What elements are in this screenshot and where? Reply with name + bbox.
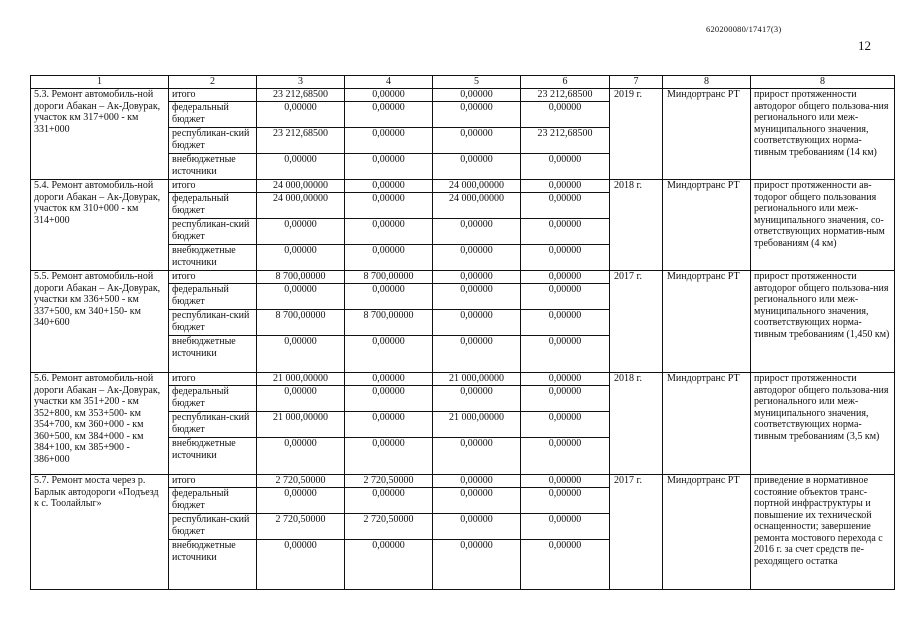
- funding-source: республикан-ский бюджет: [169, 514, 257, 540]
- value-cell: 0,00000: [257, 540, 345, 590]
- value-cell: 0,00000: [521, 412, 610, 438]
- executor-cell: Миндортранс РТ: [663, 89, 751, 180]
- executor-cell: Миндортранс РТ: [663, 373, 751, 475]
- funding-source: внебюджетные источники: [169, 245, 257, 271]
- header-cell: 1: [31, 76, 169, 89]
- value-cell: 0,00000: [345, 373, 433, 386]
- value-cell: 0,00000: [345, 180, 433, 193]
- value-cell: 0,00000: [521, 373, 610, 386]
- value-cell: 21 000,00000: [257, 412, 345, 438]
- value-cell: 0,00000: [345, 89, 433, 102]
- header-cell: 8: [751, 76, 895, 89]
- value-cell: 0,00000: [433, 102, 521, 128]
- value-cell: 23 212,68500: [521, 128, 610, 154]
- value-cell: 0,00000: [433, 438, 521, 475]
- year-cell: 2018 г.: [610, 180, 663, 271]
- executor-cell: Миндортранс РТ: [663, 475, 751, 590]
- value-cell: 0,00000: [257, 245, 345, 271]
- value-cell: 0,00000: [521, 193, 610, 219]
- value-cell: 2 720,50000: [257, 514, 345, 540]
- value-cell: 0,00000: [433, 89, 521, 102]
- funding-source: итого: [169, 89, 257, 102]
- result-cell: прирост протяженности автодорог общего пользова-ния регионального или меж-муниципального значения, соответствующих норма-тивным требованиям (3,5 км): [751, 373, 895, 475]
- value-cell: 23 212,68500: [521, 89, 610, 102]
- value-cell: 0,00000: [521, 438, 610, 475]
- year-cell: 2018 г.: [610, 373, 663, 475]
- value-cell: 0,00000: [257, 386, 345, 412]
- value-cell: 0,00000: [521, 271, 610, 284]
- value-cell: 0,00000: [521, 488, 610, 514]
- funding-source: внебюджетные источники: [169, 540, 257, 590]
- value-cell: 0,00000: [345, 336, 433, 373]
- value-cell: 0,00000: [345, 128, 433, 154]
- value-cell: 8 700,00000: [345, 271, 433, 284]
- value-cell: 0,00000: [433, 336, 521, 373]
- result-cell: прирост протяженности автодорог общего пользова-ния регионального или меж-муниципального значения, соответствующих норма-тивным требованиям (14 км): [751, 89, 895, 180]
- result-cell: прирост протяженности ав-тодорог общего пользования регионального или меж-муниципального значения, со-ответствующих норматив-ным требованиям (4 км): [751, 180, 895, 271]
- year-cell: 2019 г.: [610, 89, 663, 180]
- value-cell: 8 700,00000: [257, 271, 345, 284]
- funding-source: республикан-ский бюджет: [169, 412, 257, 438]
- value-cell: 0,00000: [345, 245, 433, 271]
- header-cell: 5: [433, 76, 521, 89]
- header-cell: 7: [610, 76, 663, 89]
- value-cell: 0,00000: [433, 154, 521, 180]
- value-cell: 21 000,00000: [433, 412, 521, 438]
- funding-source: внебюджетные источники: [169, 336, 257, 373]
- year-cell: 2017 г.: [610, 271, 663, 373]
- table-row: [31, 373, 895, 386]
- measure-name: 5.4. Ремонт автомобиль-ной дороги Абакан – Ак-Довурак, участок км 310+000 - км 314+000: [31, 180, 169, 271]
- value-cell: 0,00000: [345, 540, 433, 590]
- value-cell: 0,00000: [433, 540, 521, 590]
- table-row: [31, 271, 895, 284]
- funding-source: внебюджетные источники: [169, 438, 257, 475]
- header-cell: 6: [521, 76, 610, 89]
- header-cell: 4: [345, 76, 433, 89]
- value-cell: 0,00000: [433, 475, 521, 488]
- value-cell: 0,00000: [521, 310, 610, 336]
- value-cell: 0,00000: [521, 102, 610, 128]
- result-cell: прирост протяженности автодорог общего пользова-ния регионального или меж-муниципального значения, соответствующих норма-тивным требованиям (1,450 км): [751, 271, 895, 373]
- value-cell: 0,00000: [433, 245, 521, 271]
- value-cell: 0,00000: [345, 386, 433, 412]
- value-cell: 0,00000: [521, 154, 610, 180]
- value-cell: 2 720,50000: [257, 475, 345, 488]
- value-cell: 0,00000: [257, 219, 345, 245]
- value-cell: 0,00000: [345, 438, 433, 475]
- value-cell: 21 000,00000: [433, 373, 521, 386]
- funding-source: федеральный бюджет: [169, 193, 257, 219]
- value-cell: 8 700,00000: [345, 310, 433, 336]
- value-cell: 0,00000: [345, 193, 433, 219]
- value-cell: 0,00000: [433, 310, 521, 336]
- value-cell: 23 212,68500: [257, 89, 345, 102]
- value-cell: 23 212,68500: [257, 128, 345, 154]
- value-cell: 0,00000: [433, 284, 521, 310]
- funding-source: республикан-ский бюджет: [169, 128, 257, 154]
- value-cell: 0,00000: [521, 540, 610, 590]
- executor-cell: Миндортранс РТ: [663, 180, 751, 271]
- value-cell: 2 720,50000: [345, 475, 433, 488]
- table-body: [31, 76, 895, 590]
- table-row: [31, 89, 895, 102]
- value-cell: 0,00000: [521, 336, 610, 373]
- value-cell: 0,00000: [257, 284, 345, 310]
- value-cell: 24 000,00000: [433, 180, 521, 193]
- year-cell: 2017 г.: [610, 475, 663, 590]
- header-row: [31, 76, 895, 89]
- funding-source: итого: [169, 373, 257, 386]
- header-cell: 3: [257, 76, 345, 89]
- value-cell: 0,00000: [345, 102, 433, 128]
- funding-source: республикан-ский бюджет: [169, 310, 257, 336]
- executor-cell: Миндортранс РТ: [663, 271, 751, 373]
- value-cell: 24 000,00000: [257, 180, 345, 193]
- value-cell: 0,00000: [521, 475, 610, 488]
- funding-source: федеральный бюджет: [169, 386, 257, 412]
- header-cell: 2: [169, 76, 257, 89]
- value-cell: 0,00000: [521, 219, 610, 245]
- header-cell: 8: [663, 76, 751, 89]
- table-row: [31, 475, 895, 488]
- value-cell: 0,00000: [257, 438, 345, 475]
- page-number: 12: [858, 38, 871, 53]
- value-cell: 0,00000: [345, 284, 433, 310]
- value-cell: 0,00000: [257, 336, 345, 373]
- measure-name: 5.6. Ремонт автомобиль-ной дороги Абакан – Ак-Довурак, участки км 351+200 - км 352+800, км 353+500- км 354+700, км 360+000 - км 360+500, км 384+000 - км 384+100, км 385+900 - 386+000: [31, 373, 169, 475]
- value-cell: 2 720,50000: [345, 514, 433, 540]
- value-cell: 0,00000: [345, 219, 433, 245]
- value-cell: 0,00000: [345, 412, 433, 438]
- funding-source: федеральный бюджет: [169, 488, 257, 514]
- value-cell: 0,00000: [521, 180, 610, 193]
- funding-source: итого: [169, 475, 257, 488]
- value-cell: 24 000,00000: [257, 193, 345, 219]
- measure-name: 5.3. Ремонт автомобиль-ной дороги Абакан – Ак-Довурак, участок км 317+000 - км 331+000: [31, 89, 169, 180]
- funding-source: республикан-ский бюджет: [169, 219, 257, 245]
- value-cell: 0,00000: [257, 154, 345, 180]
- value-cell: 0,00000: [521, 245, 610, 271]
- measure-name: 5.5. Ремонт автомобиль-ной дороги Абакан – Ак-Довурак, участки км 336+500 - км 337+500, км 340+150- км 340+600: [31, 271, 169, 373]
- value-cell: 0,00000: [433, 219, 521, 245]
- measure-name: 5.7. Ремонт моста через р. Барлык автодороги «Подъезд к с. Тоолайлыг»: [31, 475, 169, 590]
- document-id: 620200080/17417(3): [706, 24, 782, 34]
- budget-table: [30, 75, 895, 590]
- value-cell: 0,00000: [257, 102, 345, 128]
- value-cell: 21 000,00000: [257, 373, 345, 386]
- value-cell: 0,00000: [257, 488, 345, 514]
- value-cell: 8 700,00000: [257, 310, 345, 336]
- value-cell: 0,00000: [433, 488, 521, 514]
- value-cell: 0,00000: [521, 514, 610, 540]
- value-cell: 0,00000: [433, 128, 521, 154]
- value-cell: 24 000,00000: [433, 193, 521, 219]
- funding-source: итого: [169, 271, 257, 284]
- value-cell: 0,00000: [433, 271, 521, 284]
- funding-source: итого: [169, 180, 257, 193]
- table-row: [31, 180, 895, 193]
- result-cell: приведение в нормативное состояние объектов транс-портной инфраструктуры и повышение их технической оснащенности; завершение ремонта мостового перехода с 2016 г. за счет средств пе-реходящего остатка: [751, 475, 895, 590]
- value-cell: 0,00000: [433, 386, 521, 412]
- funding-source: федеральный бюджет: [169, 284, 257, 310]
- value-cell: 0,00000: [345, 154, 433, 180]
- value-cell: 0,00000: [345, 488, 433, 514]
- funding-source: федеральный бюджет: [169, 102, 257, 128]
- funding-source: внебюджетные источники: [169, 154, 257, 180]
- value-cell: 0,00000: [433, 514, 521, 540]
- value-cell: 0,00000: [521, 284, 610, 310]
- value-cell: 0,00000: [521, 386, 610, 412]
